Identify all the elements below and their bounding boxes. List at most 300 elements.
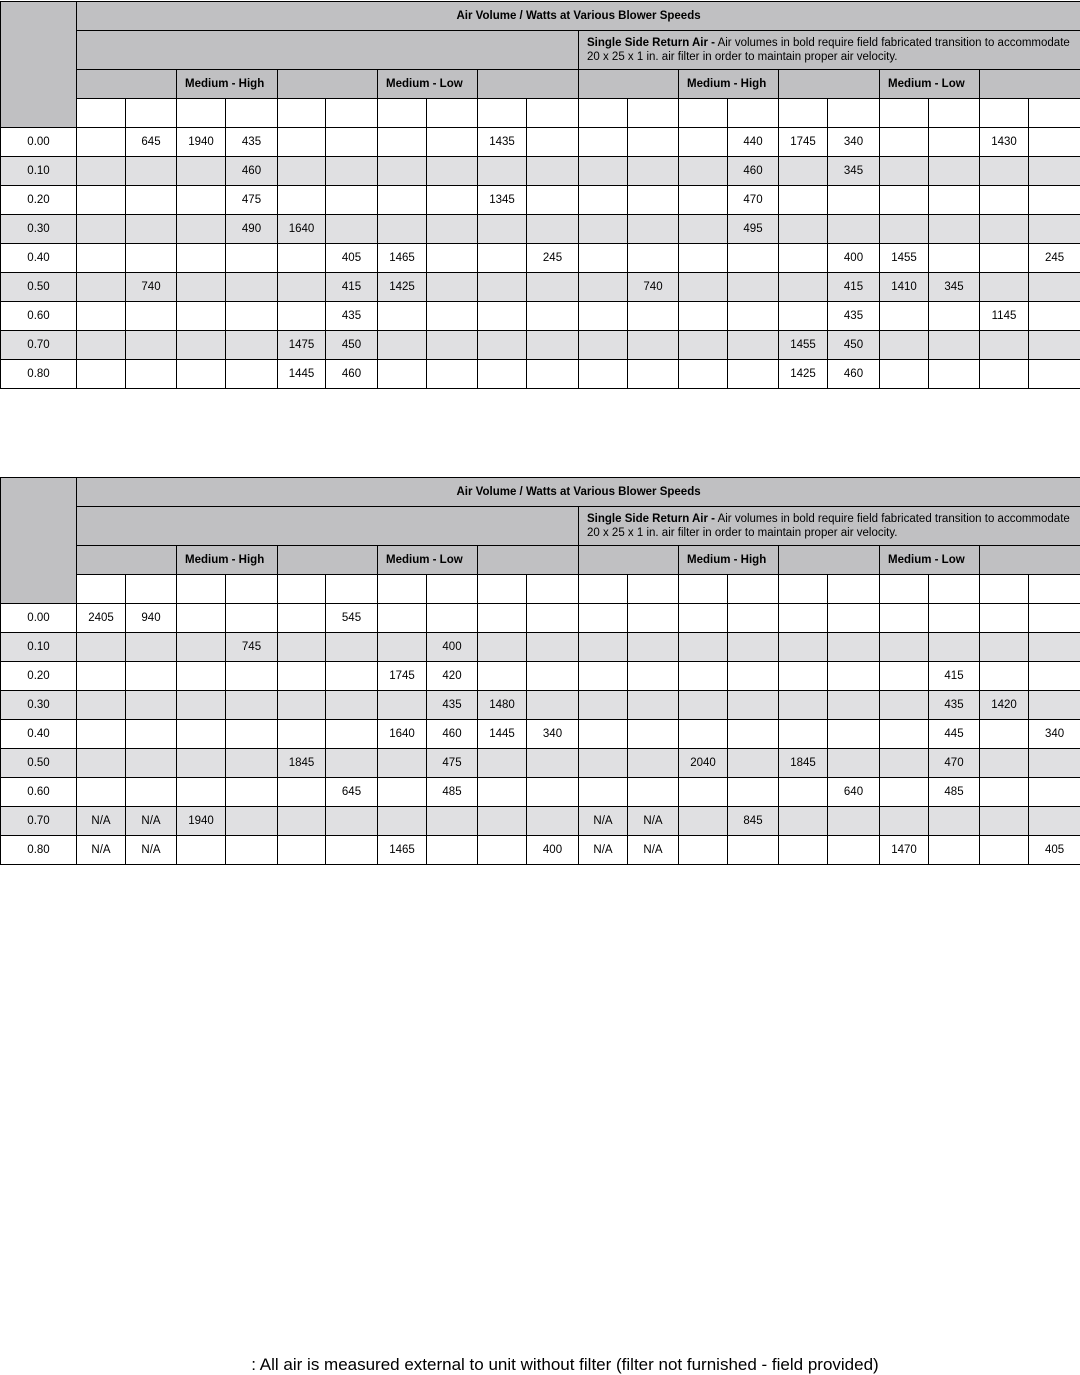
data-cell: 640 (828, 778, 880, 807)
data-cell (226, 749, 278, 778)
data-cell (226, 720, 278, 749)
data-cell: 495 (728, 215, 779, 244)
data-cell (980, 360, 1029, 389)
data-cell (77, 215, 126, 244)
data-cell (226, 302, 278, 331)
data-cell: 1420 (980, 691, 1029, 720)
subheader-cell (177, 99, 226, 128)
data-cell: 435 (226, 128, 278, 157)
data-cell (326, 691, 378, 720)
data-cell (177, 720, 226, 749)
data-cell (278, 807, 326, 836)
data-cell (226, 273, 278, 302)
data-cell (880, 331, 929, 360)
data-cell: 435 (427, 691, 478, 720)
data-cell (177, 749, 226, 778)
data-cell (527, 273, 579, 302)
data-cell (679, 244, 728, 273)
data-cell (177, 302, 226, 331)
data-cell (77, 244, 126, 273)
data-cell: 1845 (278, 749, 326, 778)
data-cell: 485 (929, 778, 980, 807)
subheader-cell (880, 99, 929, 128)
data-cell (278, 604, 326, 633)
data-cell (126, 157, 177, 186)
data-cell (177, 836, 226, 865)
data-cell (177, 157, 226, 186)
data-cell: 400 (427, 633, 478, 662)
blower-table-2 (0, 477, 1080, 865)
data-cell (679, 633, 728, 662)
data-cell (1029, 360, 1080, 389)
data-cell: 1435 (478, 128, 527, 157)
data-cell (880, 691, 929, 720)
data-cell (579, 720, 628, 749)
data-cell (929, 807, 980, 836)
data-cell: 460 (326, 360, 378, 389)
subheader-cell (126, 575, 177, 604)
data-cell (779, 662, 828, 691)
data-cell (579, 186, 628, 215)
data-cell (579, 778, 628, 807)
static-pressure-cell: 0.40 (1, 244, 77, 273)
data-cell (1029, 749, 1080, 778)
data-cell: N/A (126, 807, 177, 836)
data-cell (728, 662, 779, 691)
data-cell (177, 215, 226, 244)
table-row (1, 691, 1080, 720)
table-row (1, 778, 1080, 807)
static-pressure-cell: 0.30 (1, 691, 77, 720)
data-cell (427, 331, 478, 360)
speed-label: Medium - Low (378, 70, 478, 99)
data-cell (679, 604, 728, 633)
data-cell (378, 633, 427, 662)
static-pressure-cell: 0.20 (1, 186, 77, 215)
subheader-cell (427, 99, 478, 128)
data-cell: 1455 (779, 331, 828, 360)
data-cell (579, 604, 628, 633)
subheader-cell (929, 575, 980, 604)
data-cell (177, 360, 226, 389)
data-cell (779, 157, 828, 186)
data-cell (527, 215, 579, 244)
subheader-cell (527, 575, 579, 604)
data-cell (929, 157, 980, 186)
data-cell (679, 836, 728, 865)
static-pressure-cell: 0.20 (1, 662, 77, 691)
data-cell (980, 604, 1029, 633)
data-cell (427, 807, 478, 836)
data-cell (628, 662, 679, 691)
data-cell (77, 691, 126, 720)
data-cell (278, 720, 326, 749)
speed-label: Medium - Low (378, 546, 478, 575)
speed-label (278, 546, 378, 575)
static-pressure-cell: 0.80 (1, 836, 77, 865)
data-cell: 435 (929, 691, 980, 720)
data-cell (378, 360, 427, 389)
table-title: Air Volume / Watts at Various Blower Speeds (77, 478, 1080, 507)
data-cell (679, 691, 728, 720)
static-pressure-cell: 0.50 (1, 273, 77, 302)
data-cell (880, 302, 929, 331)
data-cell (880, 633, 929, 662)
subheader-cell (880, 575, 929, 604)
subheader-cell (278, 575, 326, 604)
data-cell (628, 778, 679, 807)
data-cell (728, 749, 779, 778)
table-row (1, 186, 1080, 215)
data-cell (1029, 633, 1080, 662)
data-cell: 740 (628, 273, 679, 302)
data-cell (478, 778, 527, 807)
table-row (1, 331, 1080, 360)
data-cell (126, 720, 177, 749)
data-cell: 415 (929, 662, 980, 691)
speed-label: Medium - High (679, 70, 779, 99)
subheader-cell (779, 99, 828, 128)
data-cell: 1465 (378, 244, 427, 273)
data-cell (378, 778, 427, 807)
data-cell: 1445 (278, 360, 326, 389)
data-cell (1029, 157, 1080, 186)
data-cell (880, 360, 929, 389)
note-bold: Single Side Return Air - (587, 37, 716, 49)
subheader-cell (77, 575, 126, 604)
table-row (1, 244, 1080, 273)
data-cell (579, 302, 628, 331)
data-cell (326, 186, 378, 215)
data-cell (880, 807, 929, 836)
data-cell (278, 633, 326, 662)
data-cell (628, 604, 679, 633)
data-cell: 1430 (980, 128, 1029, 157)
data-cell (77, 302, 126, 331)
data-cell (527, 807, 579, 836)
subheader-cell (527, 99, 579, 128)
data-cell (1029, 128, 1080, 157)
data-cell (880, 186, 929, 215)
data-cell (1029, 662, 1080, 691)
data-cell (728, 604, 779, 633)
data-cell (628, 215, 679, 244)
subheader-cell (427, 575, 478, 604)
data-cell (278, 691, 326, 720)
data-cell: 845 (728, 807, 779, 836)
data-cell (929, 128, 980, 157)
subheader-cell (77, 99, 126, 128)
subheader-cell (177, 575, 226, 604)
data-cell (679, 662, 728, 691)
data-cell (278, 662, 326, 691)
data-cell (478, 244, 527, 273)
data-cell (378, 157, 427, 186)
table-corner (1, 478, 77, 604)
data-cell: 745 (226, 633, 278, 662)
data-cell (628, 331, 679, 360)
data-cell (929, 215, 980, 244)
subheader-cell (1029, 99, 1080, 128)
static-pressure-cell: 0.10 (1, 633, 77, 662)
data-cell (1029, 604, 1080, 633)
data-cell (628, 186, 679, 215)
data-cell (1029, 186, 1080, 215)
data-cell (478, 604, 527, 633)
subheader-cell (828, 99, 880, 128)
data-cell: 1470 (880, 836, 929, 865)
data-cell (326, 749, 378, 778)
table-row (1, 749, 1080, 778)
speed-label (478, 546, 579, 575)
data-cell (478, 633, 527, 662)
data-cell: 460 (828, 360, 880, 389)
data-cell (779, 302, 828, 331)
data-cell (929, 186, 980, 215)
speed-label (77, 70, 177, 99)
data-cell (478, 662, 527, 691)
subheader-cell (278, 99, 326, 128)
data-cell (779, 633, 828, 662)
data-cell (226, 331, 278, 360)
speed-label (77, 546, 177, 575)
speed-label (579, 546, 679, 575)
data-cell (478, 360, 527, 389)
data-cell (478, 331, 527, 360)
note-text: Air volumes in bold require field fabricated transition to accommodate 20 x 25 x 1 in. air filter in order to maintain proper air velocity. (587, 513, 1070, 539)
data-cell (527, 749, 579, 778)
data-cell (226, 662, 278, 691)
data-cell: 435 (828, 302, 880, 331)
data-cell (980, 633, 1029, 662)
data-cell: 1745 (779, 128, 828, 157)
data-cell (226, 778, 278, 807)
table-group-header (77, 507, 579, 546)
data-cell (77, 273, 126, 302)
data-cell (579, 360, 628, 389)
data-cell (478, 273, 527, 302)
data-cell (527, 691, 579, 720)
data-cell (880, 157, 929, 186)
note-text: Air volumes in bold require field fabricated transition to accommodate 20 x 25 x 1 in. air filter in order to maintain proper air velocity. (587, 37, 1070, 63)
data-cell (427, 215, 478, 244)
data-cell (929, 604, 980, 633)
speed-label (579, 70, 679, 99)
data-cell: N/A (77, 836, 126, 865)
data-cell (828, 691, 880, 720)
data-cell (177, 778, 226, 807)
data-cell (226, 244, 278, 273)
data-cell: 475 (427, 749, 478, 778)
data-cell (378, 604, 427, 633)
data-cell (579, 633, 628, 662)
data-cell (828, 749, 880, 778)
data-cell (929, 302, 980, 331)
data-cell (326, 807, 378, 836)
data-cell (77, 720, 126, 749)
table-row (1, 157, 1080, 186)
data-cell: 475 (226, 186, 278, 215)
data-cell: 245 (527, 244, 579, 273)
data-cell (880, 215, 929, 244)
data-cell (177, 244, 226, 273)
table-row (1, 215, 1080, 244)
data-cell (728, 302, 779, 331)
data-cell (326, 633, 378, 662)
data-cell (378, 749, 427, 778)
table-row (1, 360, 1080, 389)
subheader-cell (980, 575, 1029, 604)
data-cell (980, 662, 1029, 691)
data-cell (679, 186, 728, 215)
data-cell (628, 720, 679, 749)
data-cell (779, 720, 828, 749)
data-cell (880, 662, 929, 691)
data-cell (628, 633, 679, 662)
static-pressure-cell: 0.30 (1, 215, 77, 244)
data-cell (980, 807, 1029, 836)
data-cell: 405 (1029, 836, 1080, 865)
data-cell (278, 128, 326, 157)
data-cell: 1145 (980, 302, 1029, 331)
data-cell (728, 273, 779, 302)
data-cell (378, 128, 427, 157)
data-cell: 2405 (77, 604, 126, 633)
data-cell (628, 157, 679, 186)
blower-table-1 (0, 1, 1080, 389)
data-cell (427, 836, 478, 865)
subheader-cell (326, 575, 378, 604)
data-cell (478, 749, 527, 778)
data-cell (728, 244, 779, 273)
data-cell: 340 (1029, 720, 1080, 749)
data-cell (77, 186, 126, 215)
subheader-cell (728, 99, 779, 128)
subheader-cell (980, 99, 1029, 128)
data-cell (679, 215, 728, 244)
data-cell (980, 749, 1029, 778)
data-cell (880, 778, 929, 807)
data-cell (1029, 691, 1080, 720)
data-cell (278, 302, 326, 331)
data-cell: 1640 (378, 720, 427, 749)
data-cell (1029, 331, 1080, 360)
data-cell (278, 157, 326, 186)
data-cell (679, 778, 728, 807)
subheader-cell (326, 99, 378, 128)
data-cell (527, 778, 579, 807)
table-group-header (77, 31, 579, 70)
data-cell: N/A (77, 807, 126, 836)
data-cell (527, 186, 579, 215)
data-cell (226, 604, 278, 633)
data-cell (779, 215, 828, 244)
data-cell: 645 (326, 778, 378, 807)
data-cell: 345 (828, 157, 880, 186)
data-cell (929, 331, 980, 360)
data-cell (579, 244, 628, 273)
data-cell (126, 186, 177, 215)
data-cell (478, 302, 527, 331)
note-bold: Single Side Return Air - (587, 513, 716, 525)
subheader-cell (478, 575, 527, 604)
data-cell (679, 302, 728, 331)
data-cell (929, 360, 980, 389)
single-side-return-note (579, 31, 1080, 70)
data-cell (679, 720, 728, 749)
subheader-cell (478, 99, 527, 128)
table-corner (1, 2, 77, 128)
data-cell (728, 778, 779, 807)
data-cell (579, 691, 628, 720)
static-pressure-cell: 0.70 (1, 331, 77, 360)
data-cell (929, 836, 980, 865)
data-cell (1029, 807, 1080, 836)
data-cell (278, 778, 326, 807)
data-cell (929, 633, 980, 662)
data-cell: 415 (326, 273, 378, 302)
data-cell (478, 836, 527, 865)
data-cell: 405 (326, 244, 378, 273)
table-row (1, 273, 1080, 302)
data-cell: 1640 (278, 215, 326, 244)
subheader-cell (378, 575, 427, 604)
data-cell: 2040 (679, 749, 728, 778)
data-cell (1029, 273, 1080, 302)
data-cell (378, 331, 427, 360)
data-cell (427, 244, 478, 273)
data-cell (226, 691, 278, 720)
data-cell (779, 778, 828, 807)
data-cell: 420 (427, 662, 478, 691)
data-cell (126, 662, 177, 691)
data-cell (579, 157, 628, 186)
data-cell (126, 302, 177, 331)
data-cell (527, 157, 579, 186)
data-cell (427, 604, 478, 633)
data-cell: 1445 (478, 720, 527, 749)
subheader-cell (779, 575, 828, 604)
data-cell (980, 778, 1029, 807)
speed-label (478, 70, 579, 99)
data-cell (77, 749, 126, 778)
data-cell: 1345 (478, 186, 527, 215)
table-row (1, 128, 1080, 157)
static-pressure-cell: 0.00 (1, 604, 77, 633)
subheader-cell (628, 99, 679, 128)
data-cell: 470 (728, 186, 779, 215)
subheader-cell (579, 99, 628, 128)
data-cell: 1940 (177, 128, 226, 157)
data-cell: 415 (828, 273, 880, 302)
data-cell (326, 128, 378, 157)
data-cell (126, 633, 177, 662)
data-cell (980, 215, 1029, 244)
data-cell (728, 331, 779, 360)
data-cell: 1845 (779, 749, 828, 778)
data-cell (77, 331, 126, 360)
data-cell (126, 215, 177, 244)
data-cell (177, 331, 226, 360)
static-pressure-cell: 0.60 (1, 778, 77, 807)
data-cell (628, 244, 679, 273)
static-pressure-cell: 0.50 (1, 749, 77, 778)
data-cell (427, 157, 478, 186)
data-cell (177, 691, 226, 720)
data-cell (628, 749, 679, 778)
subheader-cell (226, 575, 278, 604)
data-cell (579, 273, 628, 302)
